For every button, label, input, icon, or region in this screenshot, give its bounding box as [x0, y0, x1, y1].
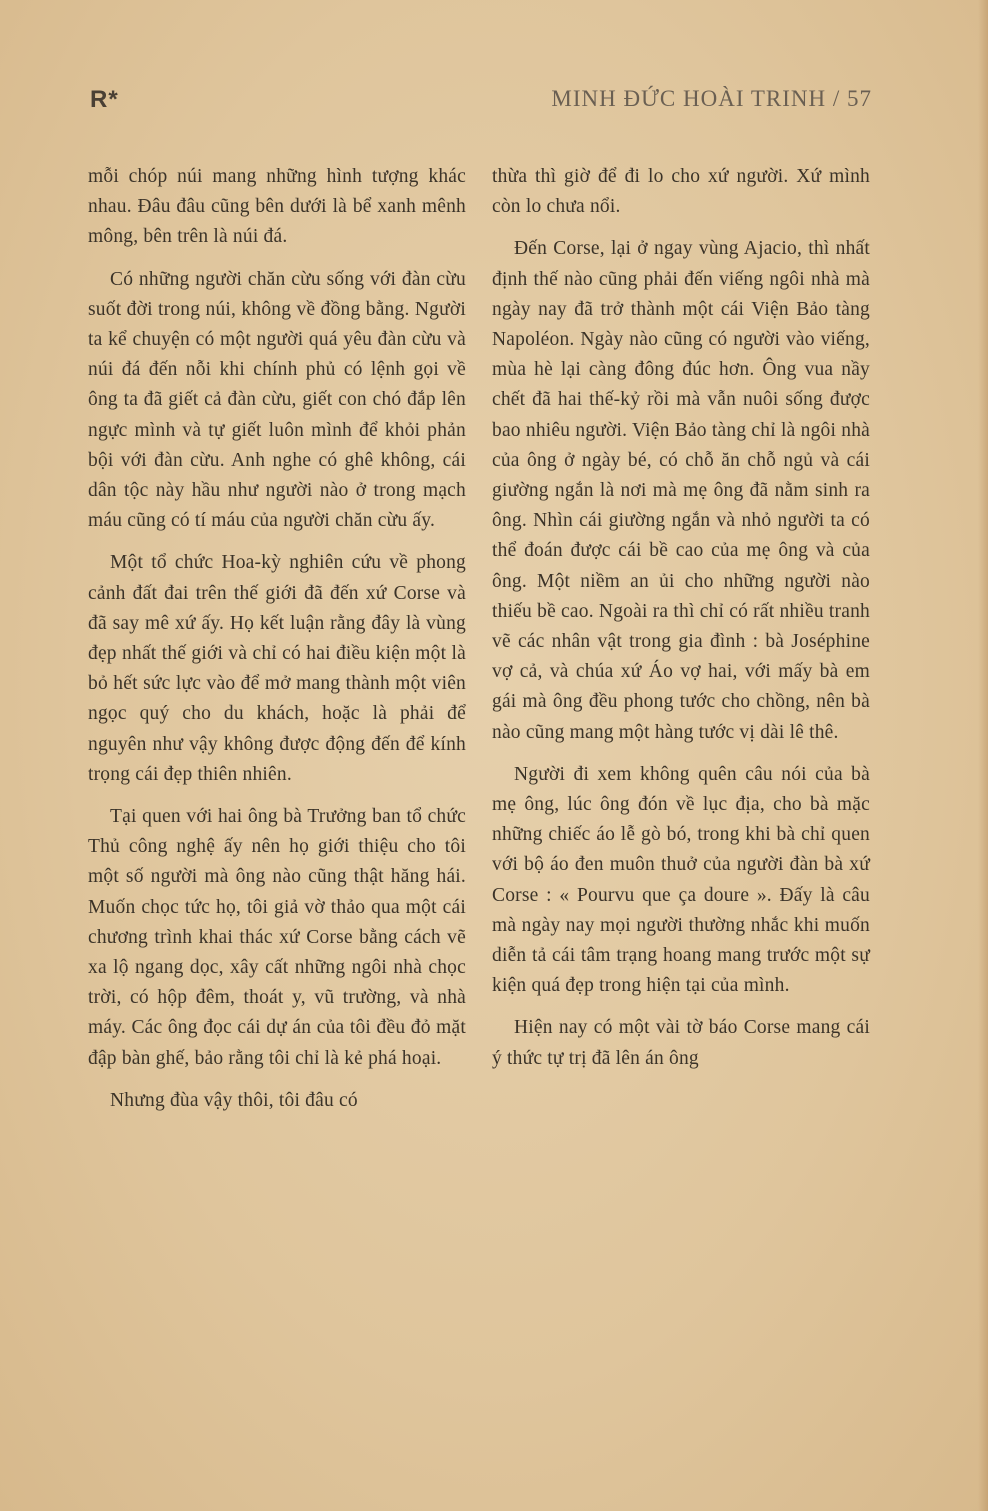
paragraph: Có những người chăn cừu sống với đàn cừu suốt đời trong núi, không về đồng bằng. Người ta kể chuyện có một người quá yêu đàn cừu và núi đá đến nỗi khi chính phủ có lệnh gọi về ông ta đã giết cả đàn cừu, giết con chó đắp lên ngực mình và tự giết luôn mình để khỏi phản bội với đàn cừu. Anh nghe có ghê không, cái dân tộc này hầu như người nào ở trong mạch máu cũng có tí máu của người chăn cừu ấy.	[88, 268, 466, 532]
paragraph: mỗi chóp núi mang những hình tượng khác nhau. Đâu đâu cũng bên dưới là bể xanh mênh mông, bên trên là núi đá.	[88, 166, 466, 248]
left-column	[88, 162, 466, 1128]
paragraph: Đến Corse, lại ở ngay vùng Ajacio, thì nhất định thế nào cũng phải đến viếng ngôi nhà mà ngày nay đã trở thành một cái Viện Bảo tàng Napoléon. Ngày nào cũng có người vào viếng, mùa hè lại càng đông đúc hơn. Ông vua nầy chết đã hai thế-kỷ rồi mà vẫn nuôi sống được bao nhiêu người. Viện Bảo tàng chỉ là ngôi nhà của ông ở ngày bé, có chỗ ăn chỗ ngủ và cái giường ngắn là nơi mà mẹ ông đã nằm sinh ra ông. Nhìn cái giường ngắn và nhỏ người ta có thể đoán được cái bề cao của mẹ ông và của ông. Một niềm an ủi cho những người nào thiếu bề cao. Ngoài ra thì chỉ có rất nhiều tranh vẽ các nhân vật trong gia đình : bà Joséphine vợ cả, và chúa xứ Áo vợ hai, với mấy bà em gái mà ông đều phong tước cho chồng, nên bà nào cũng mang một hàng tước vị dài lê thê.	[492, 238, 870, 743]
paragraph: Người đi xem không quên câu nói của bà mẹ ông, lúc ông đón về lục địa, cho bà mặc những chiếc áo lễ gò bó, trong khi bà chỉ quen với bộ áo đen muôn thuở của người đàn bà xứ Corse : « Pourvu que ça doure ». Đấy là câu mà ngày nay mọi người thường nhắc khi muốn diễn tả cái tâm trạng hoang mang trước một sự kiện quá đẹp trong hiện tại của mình.	[492, 763, 870, 997]
paragraph: Tại quen với hai ông bà Trưởng ban tổ chức Thủ công nghệ ấy nên họ giới thiệu cho tôi một số người mà ông nào cũng thật hăng hái. Muốn chọc tức họ, tôi giả vờ thảo qua một cái chương trình khai thác xứ Corse bằng cách vẽ xa lộ ngang dọc, xây cất những ngôi nhà chọc trời, có hộp đêm, thoát y, vũ trường, và nhà máy. Các ông đọc cái dự án của tôi đều đỏ mặt đập bàn ghế, bảo rằng tôi chỉ là kẻ phá hoại.	[88, 806, 466, 1069]
paragraph: Một tổ chức Hoa-kỳ nghiên cứu về phong cảnh đất đai trên thế giới đã đến xứ Corse và đã say mê xứ ấy. Họ kết luận rằng đây là vùng đẹp nhất thế giới và chỉ có hai điều kiện một là bỏ hết sức lực vào để mở mang thành một viên ngọc quý cho du khách, hoặc là phải để nguyên như vậy không được động đến để kính trọng cái đẹp thiên nhiên.	[88, 552, 466, 785]
paragraph: thừa thì giờ để đi lo cho xứ người. Xứ mình còn lo chưa nổi.	[492, 166, 870, 218]
paragraph: Hiện nay có một vài tờ báo Corse mang cái ý thức tự trị đã lên án ông	[492, 1017, 870, 1069]
right-column	[492, 162, 870, 1086]
running-head: MINH ĐỨC HOÀI TRINH / 57	[551, 86, 872, 111]
paragraph: Nhưng đùa vậy thôi, tôi đâu có	[110, 1089, 358, 1111]
page-edge-shadow	[978, 0, 988, 1511]
signature-mark: R*	[90, 86, 119, 113]
